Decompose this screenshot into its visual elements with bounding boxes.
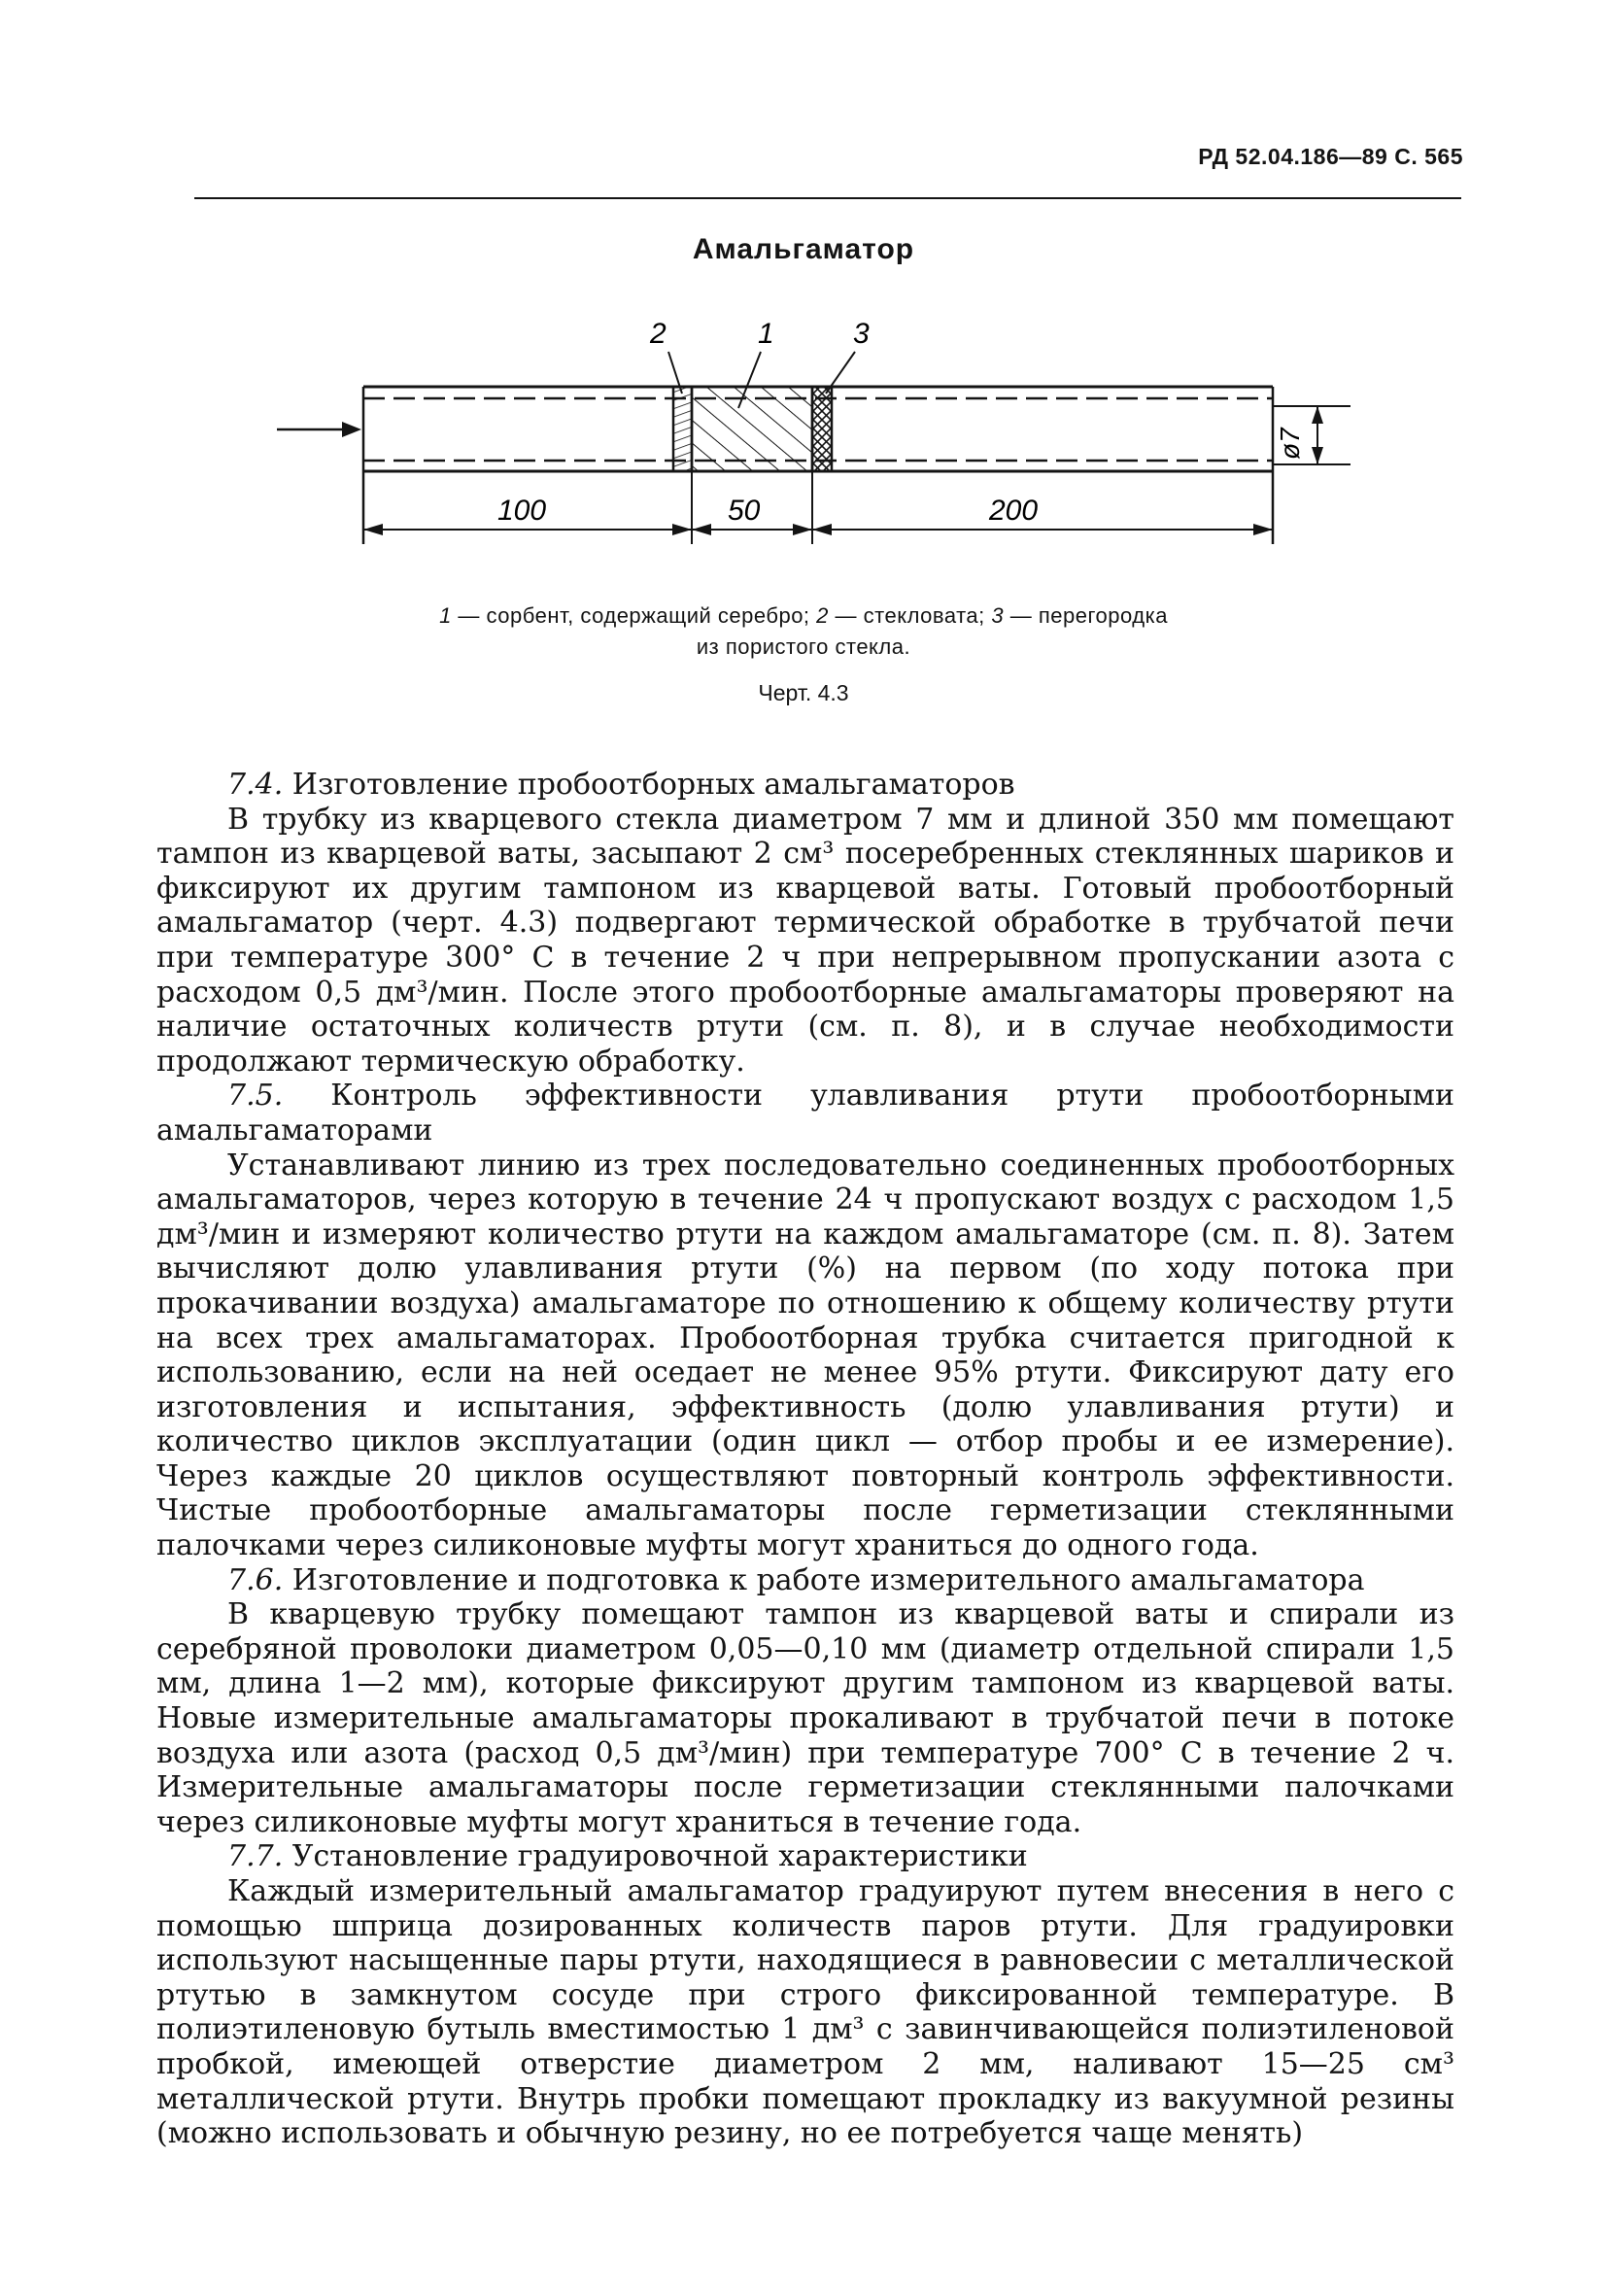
dim-100: 100 — [497, 495, 547, 527]
caption-line-1: 1 — сорбент, содержащий серебро; 2 — стекловата; 3 — перегородка — [439, 603, 1168, 628]
section-heading-7-6: 7.6. Изготовление и подготовка к работе измерительного амальгаматора — [227, 1562, 1365, 1597]
dim-50: 50 — [728, 495, 761, 527]
body-text — [156, 768, 1454, 2151]
figure-caption — [0, 600, 1607, 663]
porous-glass-partition — [812, 387, 832, 471]
callout-1: 1 — [758, 318, 774, 350]
section-paragraph: В кварцевую трубку помещают тампон из кварцевой ваты и спирали из серебряной проволоки диаметром 0,05—0,10 мм (диаметр отдельной спирали 1,5 мм, длина 1—2 мм), которые фиксируют другим тампоном из кварцевой ваты. Новые измерительные амальгаматоры прокаливают в трубчатой печи в потоке воздуха или азота (расход 0,5 дм³/мин) при температуре 700° С в течение 2 ч. Измерительные амальгаматоры после герметизации стеклянными палочками через силиконовые муфты могут храниться в течение года. — [156, 1597, 1454, 1839]
callout-2: 2 — [650, 318, 667, 350]
callout-3: 3 — [853, 318, 870, 350]
section-heading-7-7: 7.7. Установление градуировочной характеристики — [227, 1839, 1028, 1874]
section-heading-7-4: 7.4. Изготовление пробоотборных амальгаматоров — [227, 768, 1015, 802]
section-paragraph: В трубку из кварцевого стекла диаметром 7 мм и длиной 350 мм помещают тампон из кварцевой ваты, засыпают 2 см³ посеребренных стеклянных шариков и фиксируют их другим тампоном из кварцевой ваты. Готовый пробоотборный амальгаматор (черт. 4.3) подвергают термической обработке в трубчатой печи при температуре 300° С в течение 2 ч при непрерывном пропускании азота с расходом 0,5 дм³/мин. После этого пробоотборные амальгаматоры проверяют на наличие остаточных количеств ртути (см. п. 8), и в случае необходимости продолжают термическую обработку. — [156, 802, 1454, 1079]
caption-line-2: из пористого стекла. — [696, 634, 911, 659]
inlet-arrow — [277, 422, 361, 437]
glass-wool-section — [673, 387, 692, 471]
dim-200: 200 — [989, 495, 1039, 527]
section-paragraph: Устанавливают линию из трех последовательно соединенных пробоотборных амальгаматоров, через которую в течение 24 ч пропускают воздух с расходом 1,5 дм³/мин и измеряют количество ртути на каждом амальгаматоре (см. п. 8). Затем вычисляют долю улавливания ртути (%) на первом (по ходу потока при прокачивании воздуха) амальгаматоре по отношению к общему количеству ртути на всех трех амальгаматорах. Пробоотборная трубка считается пригодной к использованию, если на ней оседает не менее 95% ртути. Фиксируют дату его изготовления и испытания, эффективность (долю улавливания ртути) и количество циклов эксплуатации (один цикл — отбор пробы и ее измерение). Через каждые 20 циклов осуществляют повторный контроль эффективности. Чистые пробоотборные амальгаматоры после герметизации стеклянными палочками через силиконовые муфты могут храниться до одного года. — [156, 1148, 1454, 1563]
figure-reference: Черт. 4.3 — [758, 680, 849, 705]
figure-title: Амальгаматор — [692, 233, 915, 265]
page-header: РД 52.04.186—89 С. 565 — [1198, 144, 1463, 169]
section-paragraph: Каждый измерительный амальгаматор градуируют путем внесения в него с помощью шприца дозированных количеств паров ртути. Для градуировки используют насыщенные пары ртути, находящиеся в равновесии с металлической ртутью в замкнутом сосуде при строго фиксированной температуре. В полиэтиленовую бутыль вместимостью 1 дм³ с завинчивающейся полиэтиленовой пробкой, имеющей отверстие диаметром 2 мм, наливают 15—25 см³ металлической ртути. Внутрь пробки помещают прокладку из вакуумной резины (можно использовать и обычную резину, но ее потребуется чаще менять) — [156, 1874, 1454, 2151]
sorbent-section — [692, 387, 812, 471]
section-heading-7-5: 7.5. Контроль эффективности улавливания ртути пробоотборными амальгаматорами — [156, 1079, 1454, 1148]
amalgamator-drawing — [0, 0, 1607, 583]
diameter-label: ø7 — [1275, 428, 1305, 460]
